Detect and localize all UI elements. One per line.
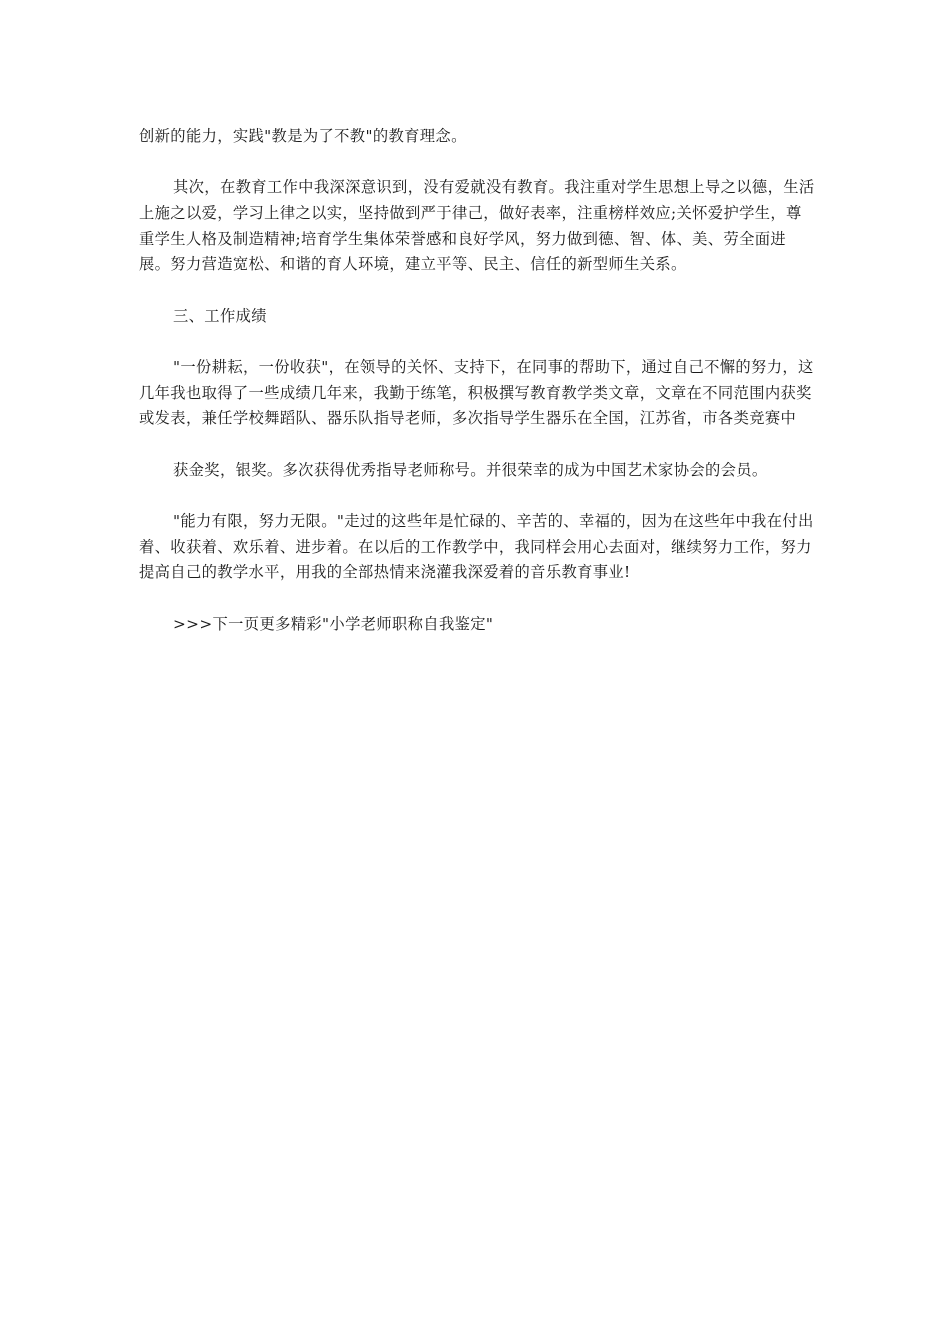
section-heading-achievements: 三、工作成绩: [173, 306, 267, 325]
paragraph-continuation: 创新的能力，实践"教是为了不教"的教育理念。: [139, 127, 467, 145]
next-page-link[interactable]: >>>下一页更多精彩"小学老师职称自我鉴定": [173, 614, 494, 633]
paragraph-love-education: 其次，在教育工作中我深深意识到，没有爱就没有教育。我注重对学生思想上导之以德，生活上施之以爱，学习上律之以实，坚持做到严于律己，做好表率，注重榜样效应;关怀爱护学生，尊重学生人格及制造精神;培育学生集体荣誉感和良好学风，努力做到德、智、体、美、劳全面进展。努力营造宽松、和谐的育人环境，建立平等、民主、信任的新型师生关系。: [139, 178, 815, 274]
paragraph-conclusion: "能力有限，努力无限。"走过的这些年是忙碌的、辛苦的、幸福的，因为在这些年中我在付出着、收获着、欢乐着、进步着。在以后的工作教学中，我同样会用心去面对，继续努力工作，努力提高自己的教学水平，用我的全部热情来浇灌我深爱着的音乐教育事业!: [139, 512, 814, 582]
paragraph-awards: 获金奖，银奖。多次获得优秀指导老师称号。并很荣幸的成为中国艺术家协会的会员。: [173, 460, 768, 479]
paragraph-achievements: "一份耕耘，一份收获"，在领导的关怀、支持下，在同事的帮助下，通过自己不懈的努力，这几年我也取得了一些成绩几年来，我勤于练笔，积极撰写教育教学类文章，文章在不同范围内获奖或发表，兼任学校舞蹈队、器乐队指导老师，多次指导学生器乐在全国，江苏省，市各类竞赛中: [139, 358, 814, 428]
document-body: [139, 124, 815, 663]
